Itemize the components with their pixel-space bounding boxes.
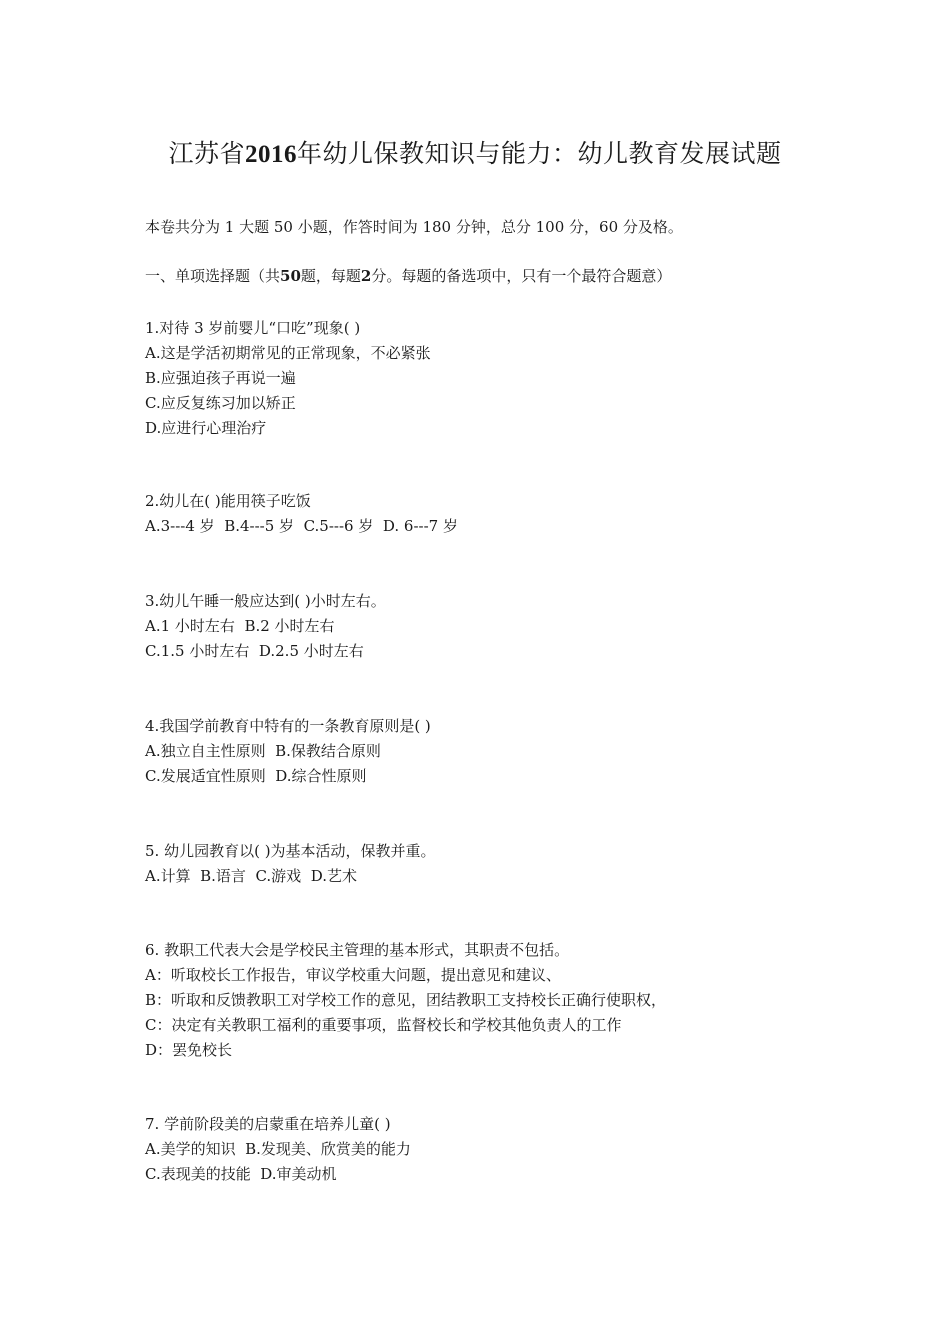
question-stem: 1.对待 3 岁前婴儿“口吃”现象( ) <box>145 319 361 337</box>
answer-option: A.美学的知识 B.发现美、欣赏美的能力 <box>145 1140 411 1158</box>
question-stem: 7. 学前阶段美的启蒙重在培养儿童( ) <box>145 1115 391 1133</box>
section-points: 2 <box>360 267 372 285</box>
answer-option: A.3---4 岁 B.4---5 岁 C.5---6 岁 D. 6---7 岁 <box>145 517 458 535</box>
question-3 <box>145 589 865 664</box>
answer-option: A.这是学活初期常见的正常现象，不必紧张 <box>145 344 431 362</box>
answer-option: B：听取和反馈教职工对学校工作的意见，团结教职工支持校长正确行使职权， <box>145 991 667 1009</box>
answer-option: C.表现美的技能 D.审美动机 <box>145 1165 337 1183</box>
answer-option: D：罢免校长 <box>145 1041 233 1059</box>
answer-option: A.计算 B.语言 C.游戏 D.艺术 <box>145 867 357 885</box>
section-heading <box>145 264 865 289</box>
question-1 <box>145 316 865 441</box>
exam-intro <box>145 215 865 240</box>
page-title <box>0 138 950 171</box>
answer-option: C.应反复练习加以矫正 <box>145 394 296 412</box>
section-text-part: 一、单项选择题（共 <box>145 267 281 285</box>
question-stem: 4.我国学前教育中特有的一条教育原则是( ) <box>145 717 431 735</box>
answer-option: C：决定有关教职工福利的重要事项，监督校长和学校其他负责人的工作 <box>145 1016 622 1034</box>
question-stem: 3.幼儿午睡一般应达到( )小时左右。 <box>145 592 386 610</box>
question-stem: 2.幼儿在( )能用筷子吃饭 <box>145 492 311 510</box>
question-7 <box>145 1112 865 1187</box>
question-6 <box>145 938 865 1063</box>
question-4 <box>145 714 865 789</box>
answer-option: A.1 小时左右 B.2 小时左右 <box>145 617 335 635</box>
section-text-part: 分。每题的备选项中，只有一个最符合题意） <box>371 267 672 285</box>
question-2 <box>145 489 865 539</box>
question-stem: 5. 幼儿园教育以( )为基本活动，保教并重。 <box>145 842 436 860</box>
title-prefix: 江苏省 <box>168 139 245 168</box>
title-year: 2016 <box>245 141 297 168</box>
answer-option: C.发展适宜性原则 D.综合性原则 <box>145 767 367 785</box>
title-suffix: 年幼儿保教知识与能力：幼儿教育发展试题 <box>297 139 782 168</box>
answer-option: A.独立自主性原则 B.保教结合原则 <box>145 742 381 760</box>
answer-option: C.1.5 小时左右 D.2.5 小时左右 <box>145 642 364 660</box>
answer-option: A：听取校长工作报告，审议学校重大问题，提出意见和建议、 <box>145 966 561 984</box>
answer-option: B.应强迫孩子再说一遍 <box>145 369 296 387</box>
intro-text: 本卷共分为 1 大题 50 小题，作答时间为 180 分钟，总分 100 分，60 分及格。 <box>145 218 683 236</box>
question-stem: 6. 教职工代表大会是学校民主管理的基本形式，其职责不包括。 <box>145 941 570 959</box>
section-text-part: 题，每题 <box>300 267 361 285</box>
section-question-count: 50 <box>280 267 301 285</box>
answer-option: D.应进行心理治疗 <box>145 419 267 437</box>
section-heading-text <box>145 264 865 289</box>
question-5 <box>145 839 865 889</box>
